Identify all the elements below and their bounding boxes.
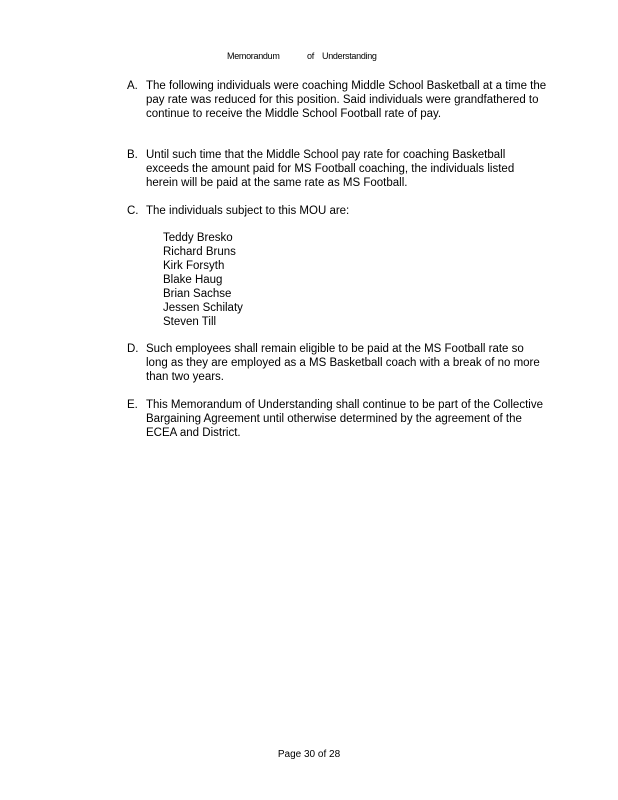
clause-label: C. (127, 205, 139, 217)
clause-text: The following individuals were coaching Middle School Basketball at a time the pay rate was reduced for this position. Said individuals were grandfathered to continue to receive the Middle School Football rate of pay. (146, 80, 547, 120)
title-word-memorandum: Memorandum (227, 51, 280, 61)
clause-text: Such employees shall remain eligible to be paid at the MS Football rate so long as they are employed as a MS Basketball coach with a break of no more than two years. (146, 343, 540, 383)
list-item: Richard Bruns (163, 246, 236, 258)
list-item: Jessen Schilaty (163, 302, 243, 314)
list-item: Blake Haug (163, 274, 223, 286)
individuals-list (163, 231, 243, 329)
list-item: Teddy Bresko (163, 232, 233, 244)
list-item: Kirk Forsyth (163, 260, 225, 272)
list-item: Steven Till (163, 316, 217, 328)
clause-label: B. (127, 149, 138, 161)
clause-text: The individuals subject to this MOU are: (146, 205, 350, 217)
page-number: Page 30 of 28 (277, 749, 341, 760)
clause-label: E. (127, 399, 138, 411)
list-item: Brian Sachse (163, 288, 232, 300)
title-word-of: of (307, 51, 314, 61)
clause-text: Until such time that the Middle School pay rate for coaching Basketball exceeds the amount paid for MS Football coaching, the individuals listed herein will be paid at the same rate as MS Football. (146, 149, 515, 189)
clause-label: A. (127, 80, 138, 92)
clause-text: This Memorandum of Understanding shall continue to be part of the Collective Bargaining Agreement until otherwise determined by the agreement of the ECEA and District. (146, 399, 543, 439)
title-word-understanding: Understanding (322, 51, 377, 61)
clause-label: D. (127, 343, 139, 355)
